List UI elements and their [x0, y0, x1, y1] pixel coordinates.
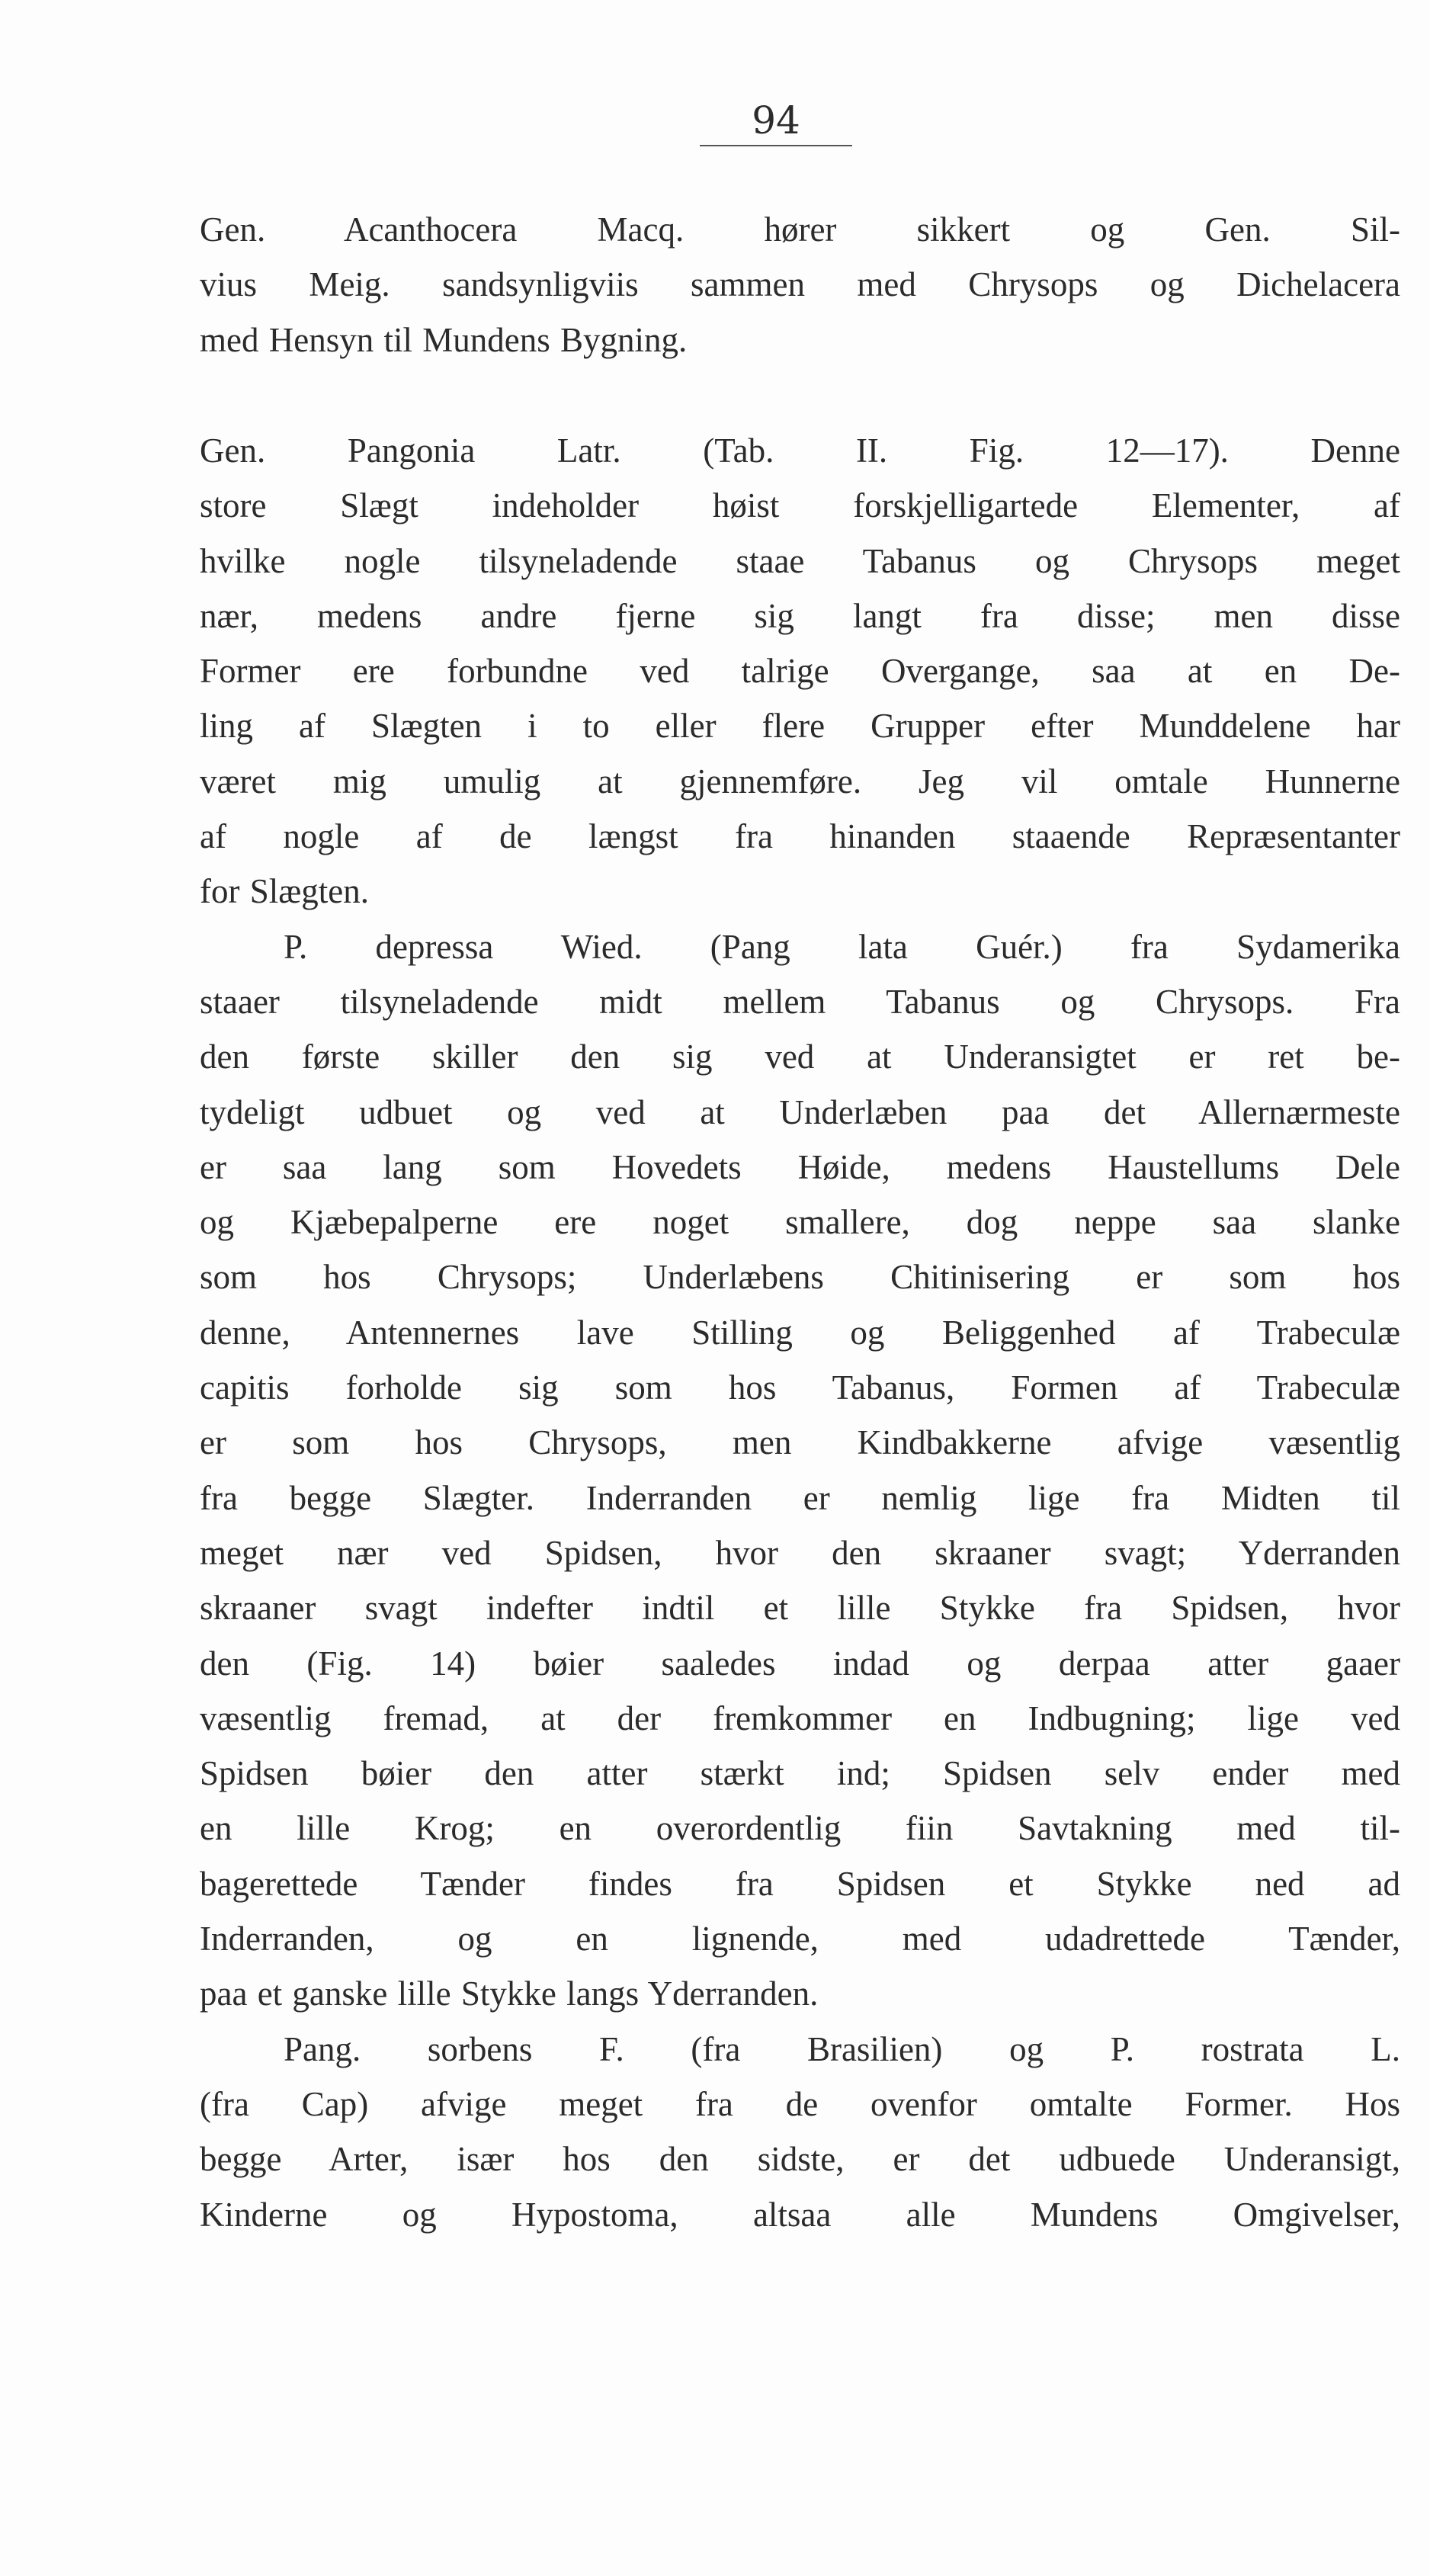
text-line: med Hensyn til Mundens Bygning.	[200, 320, 688, 359]
text-line: paa et ganske lille Stykke langs Yderranden.	[200, 1975, 819, 2013]
text-line: bagerettede Tænder findes fra Spidsen et Stykke ned ad	[200, 1864, 1400, 1903]
text-line: store Slægt indeholder høist forskjelligartede Elementer, af	[200, 486, 1400, 525]
text-line: vius Meig. sandsynligviis sammen med Chrysops og Dichelacera	[200, 265, 1400, 304]
text-line: Inderranden, og en lignende, med udadrettede Tænder,	[200, 1920, 1400, 1958]
text-line: meget nær ved Spidsen, hvor den skraaner svagt; Yderranden	[200, 1533, 1400, 1572]
text-line: Former ere forbundne ved talrige Overgange, saa at en De-	[200, 652, 1400, 691]
text-line: (fra Cap) afvige meget fra de ovenfor omtalte Former. Hos	[200, 2084, 1400, 2123]
text-line: af nogle af de længst fra hinanden staaende Repræsentanter	[200, 817, 1400, 856]
text-line: hvilke nogle tilsyneladende staae Tabanus og Chrysops meget	[200, 541, 1400, 580]
text-line: været mig umulig at gjennemføre. Jeg vil omtale Hunnerne	[200, 762, 1400, 800]
text-line: Spidsen bøier den atter stærkt ind; Spidsen selv ender med	[200, 1754, 1400, 1793]
text-line: som hos Chrysops; Underlæbens Chitinisering er som hos	[200, 1258, 1400, 1297]
text-line: denne, Antennernes lave Stilling og Beliggenhed af Trabeculæ	[200, 1313, 1400, 1352]
text-line: nær, medens andre fjerne sig langt fra disse; men disse	[200, 596, 1400, 635]
text-line: capitis forholde sig som hos Tabanus, Formen af Trabeculæ	[200, 1368, 1400, 1407]
text-line: ling af Slægten i to eller flere Grupper efter Munddelene har	[200, 707, 1400, 746]
text-line: skraaner svagt indefter indtil et lille Stykke fra Spidsen, hvor	[200, 1589, 1400, 1628]
text-line: staaer tilsyneladende midt mellem Tabanus og Chrysops. Fra	[200, 982, 1400, 1021]
text-line: tydeligt udbuet og ved at Underlæben paa det Allernærmeste	[200, 1092, 1400, 1131]
text-line: og Kjæbepalperne ere noget smallere, dog neppe saa slanke	[200, 1203, 1400, 1242]
text-line: fra begge Slægter. Inderranden er nemlig lige fra Midten til	[200, 1478, 1400, 1517]
page-number: 94	[700, 98, 852, 146]
text-line: begge Arter, især hos den sidste, er det udbuede Underansigt,	[200, 2140, 1400, 2179]
text-line: er saa lang som Hovedets Høide, medens Haustellums Dele	[200, 1147, 1400, 1186]
paragraph-pangonia	[200, 423, 1400, 919]
paragraph-acanthocera	[200, 202, 1400, 367]
text-line: er som hos Chrysops, men Kindbakkerne afvige væsentlig	[200, 1423, 1400, 1462]
text-line: Kinderne og Hypostoma, altsaa alle Mundens Omgivelser,	[200, 2195, 1400, 2234]
text-line: Pang. sorbens F. (fra Brasilien) og P. rostrata L.	[284, 2029, 1400, 2068]
paragraph-depressa	[200, 919, 1400, 2022]
text-line: for Slægten.	[200, 872, 369, 911]
paragraph-sorbens	[200, 2022, 1400, 2242]
text-line: den (Fig. 14) bøier saaledes indad og derpaa atter gaaer	[200, 1644, 1400, 1683]
text-line: en lille Krog; en overordentlig fiin Savtakning med til-	[200, 1809, 1400, 1848]
text-line: den første skiller den sig ved at Underansigtet er ret be-	[200, 1038, 1400, 1076]
text-line: P. depressa Wied. (Pang lata Guér.) fra Sydamerika	[284, 927, 1400, 966]
text-line: Gen. Acanthocera Macq. hører sikkert og Gen. Sil-	[200, 210, 1400, 249]
text-line: Gen. Pangonia Latr. (Tab. II. Fig. 12—17). Denne	[200, 431, 1400, 470]
text-line: væsentlig fremad, at der fremkommer en Indbugning; lige ved	[200, 1699, 1400, 1737]
text-block-main	[200, 423, 1400, 2242]
text-block-top	[200, 202, 1400, 367]
